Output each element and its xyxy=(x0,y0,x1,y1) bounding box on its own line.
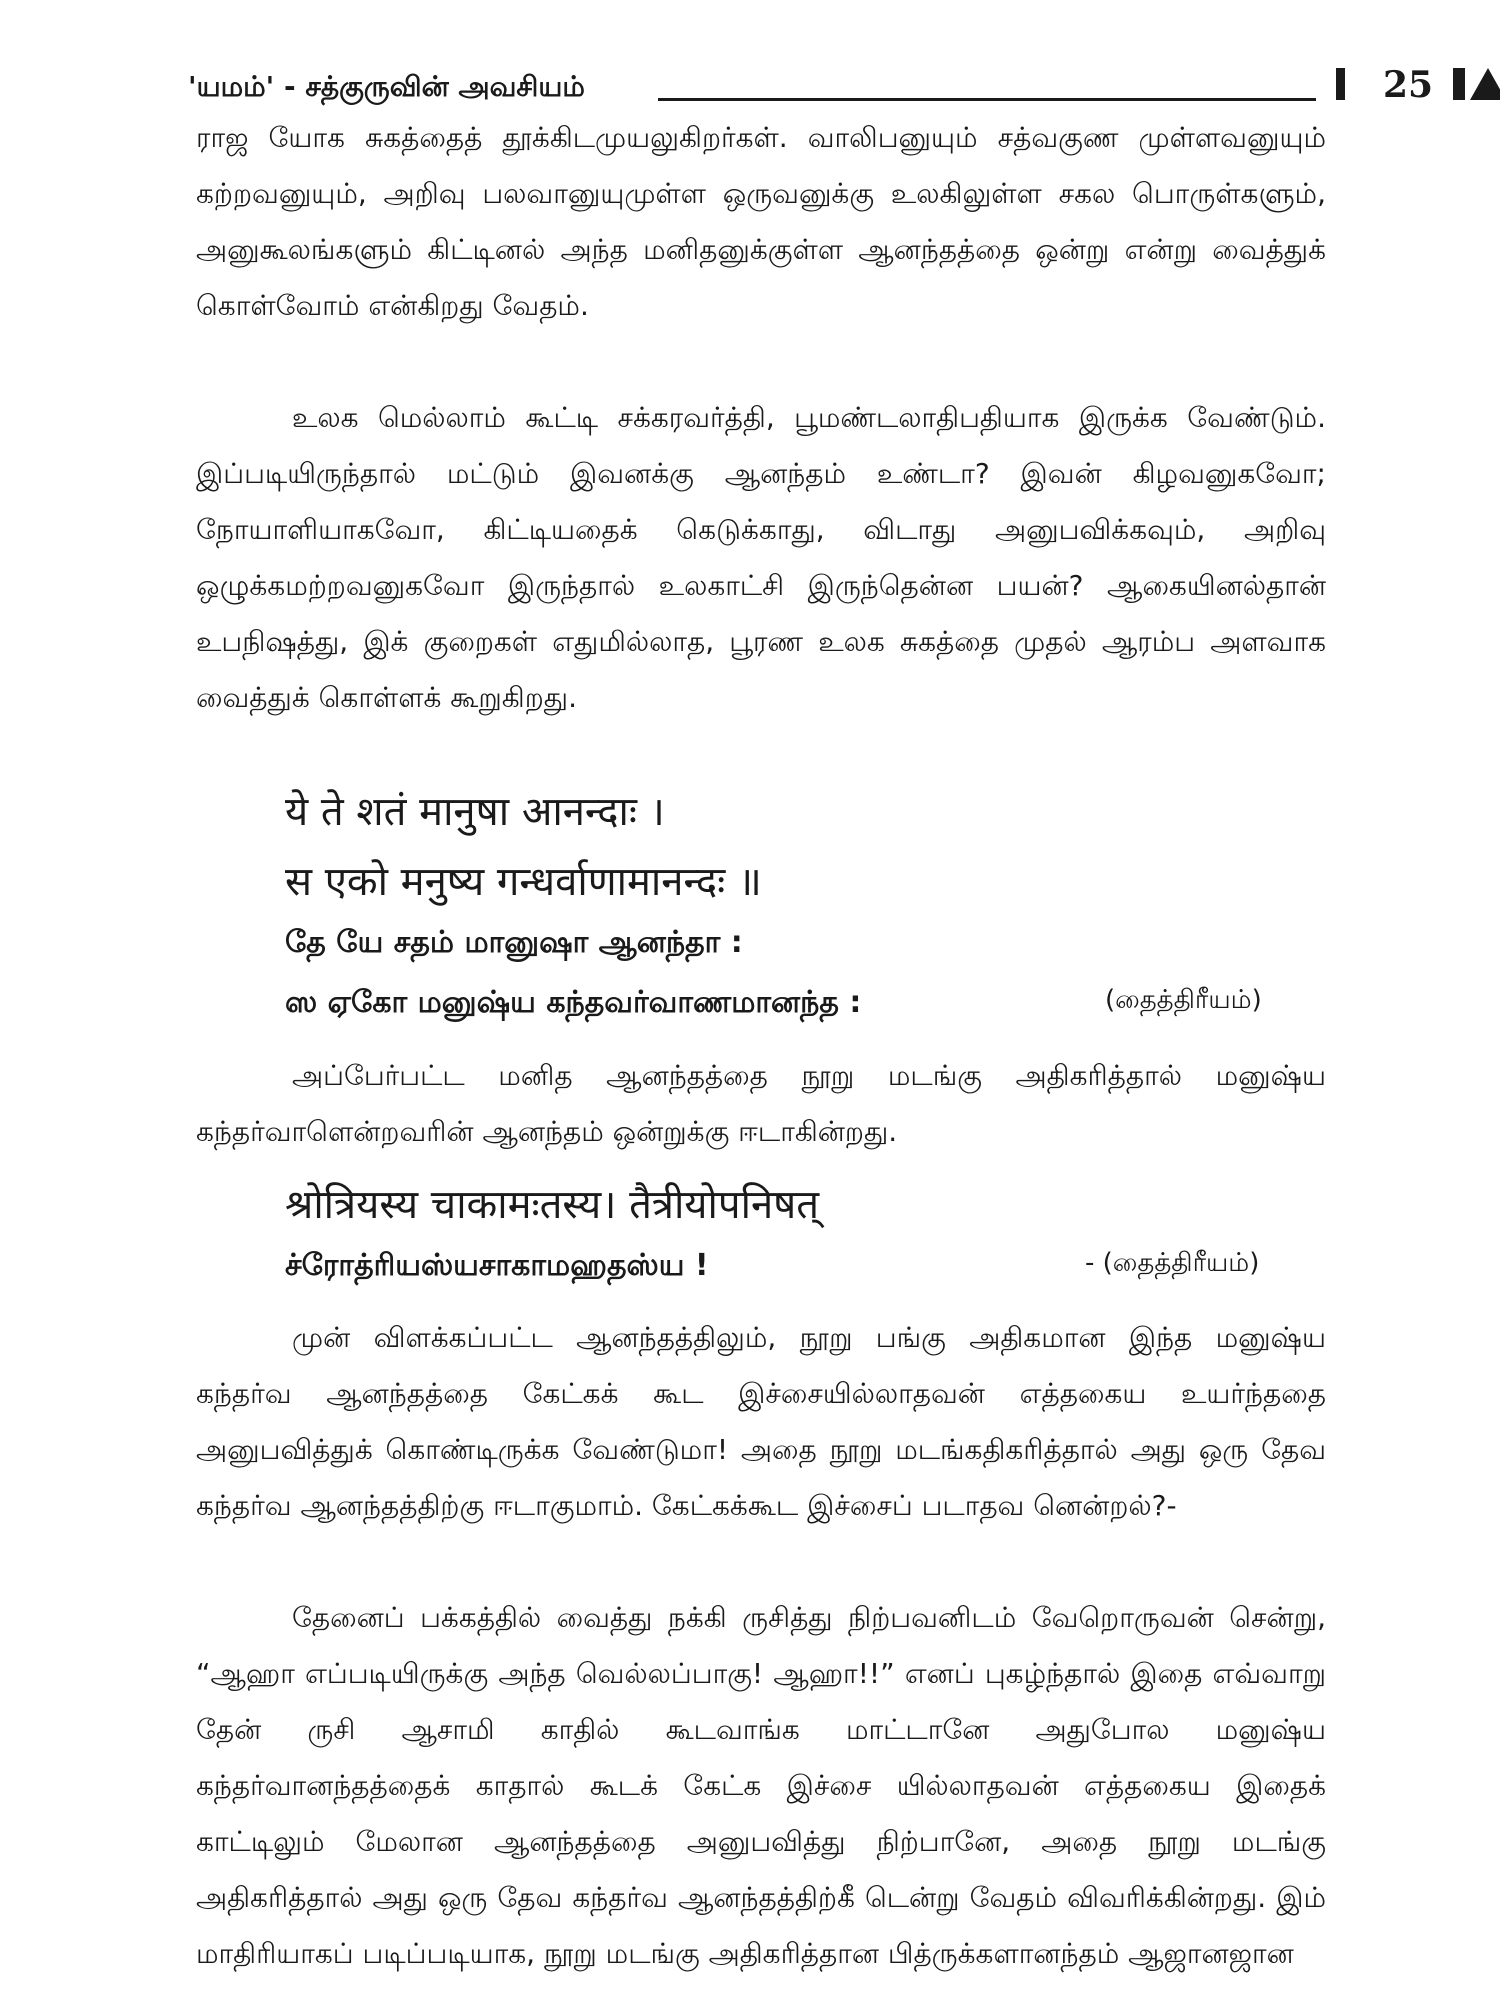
tamil-transliteration-line-3: ச்ரோத்ரியஸ்யசாகாமஹதஸ்ய ! xyxy=(285,1248,709,1283)
paragraph-1: ராஜ யோக சுகத்தைத் தூக்கிடமுயலுகிறர்கள். வாலிபனுயும் சத்வகுண முள்ளவனுயும் கற்றவனுயும், அறிவு பலவானுயுமுள்ள ஒருவனுக்கு உலகிலுள்ள சகல பொருள்களும், அனுகூலங்களும் கிட்டினல் அந்த மனிதனுக்குள்ள ஆனந்தத்தை ஒன்று என்று வைத்துக் கொள்வோம் என்கிறது வேதம். xyxy=(196,121,1326,322)
triangle-ornament-icon xyxy=(1470,68,1500,100)
sanskrit-verse-line-3: श्रोत्रियस्य चाकामःतस्य। तैत्रीयोपनिषत् xyxy=(285,1182,820,1228)
chapter-title: 'யமம்' - சத்குருவின் அவசியம் xyxy=(188,70,585,103)
paragraph-2: உலக மெல்லாம் கூட்டி சக்கரவர்த்தி, பூமண்டலாதிபதியாக இருக்க வேண்டும். இப்படியிருந்தால் மட்டும் இவனக்கு ஆனந்தம் உண்டா? இவன் கிழவனுகவோ; நோயாளியாகவோ, கிட்டியதைக் கெடுக்காது, விடாது அனுபவிக்கவும், அறிவு ஒழுக்கமற்றவனுகவோ இருந்தால் உலகாட்சி இருந்தென்ன பயன்? ஆகையினல்தான் உபநிஷத்து, இக் குறைகள் எதுமில்லாத, பூரண உலக சுகத்தை முதல் ஆரம்ப அளவாக வைத்துக் கொள்ளக் கூறுகிறது. xyxy=(196,401,1326,714)
tamil-transliteration-line-2: ஸ ஏகோ மனுஷ்ய கந்தவர்வாணமானந்த : xyxy=(285,985,862,1020)
sanskrit-verse-line-1: ये ते शतं मानुषा आनन्दाः । xyxy=(285,789,665,835)
verse-source: (தைத்திரீயம்) xyxy=(1105,985,1262,1015)
square-ornament-icon xyxy=(1453,68,1465,100)
tamil-transliteration-line-1: தே யே சதம் மானுஷா ஆனந்தா : xyxy=(285,925,743,960)
header-bar-icon xyxy=(1336,68,1345,100)
header-rule xyxy=(658,98,1316,101)
running-header xyxy=(188,62,1434,112)
paragraph-4: முன் விளக்கப்பட்ட ஆனந்தத்திலும், நூறு பங்கு அதிகமான இந்த மனுஷ்ய கந்தர்வ ஆனந்தத்தை கேட்கக் கூட இச்சையில்லாதவன் எத்தகைய உயர்ந்ததை அனுபவித்துக் கொண்டிருக்க வேண்டுமா! அதை நூறு மடங்கதிகரித்தால் அது ஒரு தேவ கந்தர்வ ஆனந்தத்திற்கு ஈடாகுமாம். கேட்கக்கூட இச்சைப் படாதவ னென்றல்?- xyxy=(196,1321,1326,1522)
paragraph-3: அப்பேர்பட்ட மனித ஆனந்தத்தை நூறு மடங்கு அதிகரித்தால் மனுஷ்ய கந்தர்வாளென்றவரின் ஆனந்தம் ஒன்றுக்கு ஈடாகின்றது. xyxy=(196,1059,1326,1148)
paragraph-5: தேனைப் பக்கத்தில் வைத்து நக்கி ருசித்து நிற்பவனிடம் வேறொருவன் சென்று, “ஆஹா எப்படியிருக்கு அந்த வெல்லப்பாகு! ஆஹா!!” எனப் புகழ்ந்தால் இதை எவ்வாறு தேன் ருசி ஆசாமி காதில் கூடவாங்க மாட்டானே அதுபோல மனுஷ்ய கந்தர்வானந்தத்தைக் காதால் கூடக் கேட்க இச்சை யில்லாதவன் எத்தகைய இதைக் காட்டிலும் மேலான ஆனந்தத்தை அனுபவித்து நிற்பானே, அதை நூறு மடங்கு அதிகரித்தால் அது ஒரு தேவ கந்தர்வ ஆனந்தத்திற்கீ டென்று வேதம் விவரிக்கின்றது. இம் மாதிரியாகப் படிப்படியாக, நூறு மடங்கு அதிகரித்தான பித்ருக்களானந்தம் ஆஜானஜான xyxy=(196,1601,1326,1970)
sanskrit-verse-line-2: स एको मनुष्य गन्धर्वाणामानन्दः ॥ xyxy=(285,859,762,905)
verse-source-2: - (தைத்திரீயம்) xyxy=(1085,1248,1260,1278)
page-number: 25 xyxy=(1383,64,1434,106)
